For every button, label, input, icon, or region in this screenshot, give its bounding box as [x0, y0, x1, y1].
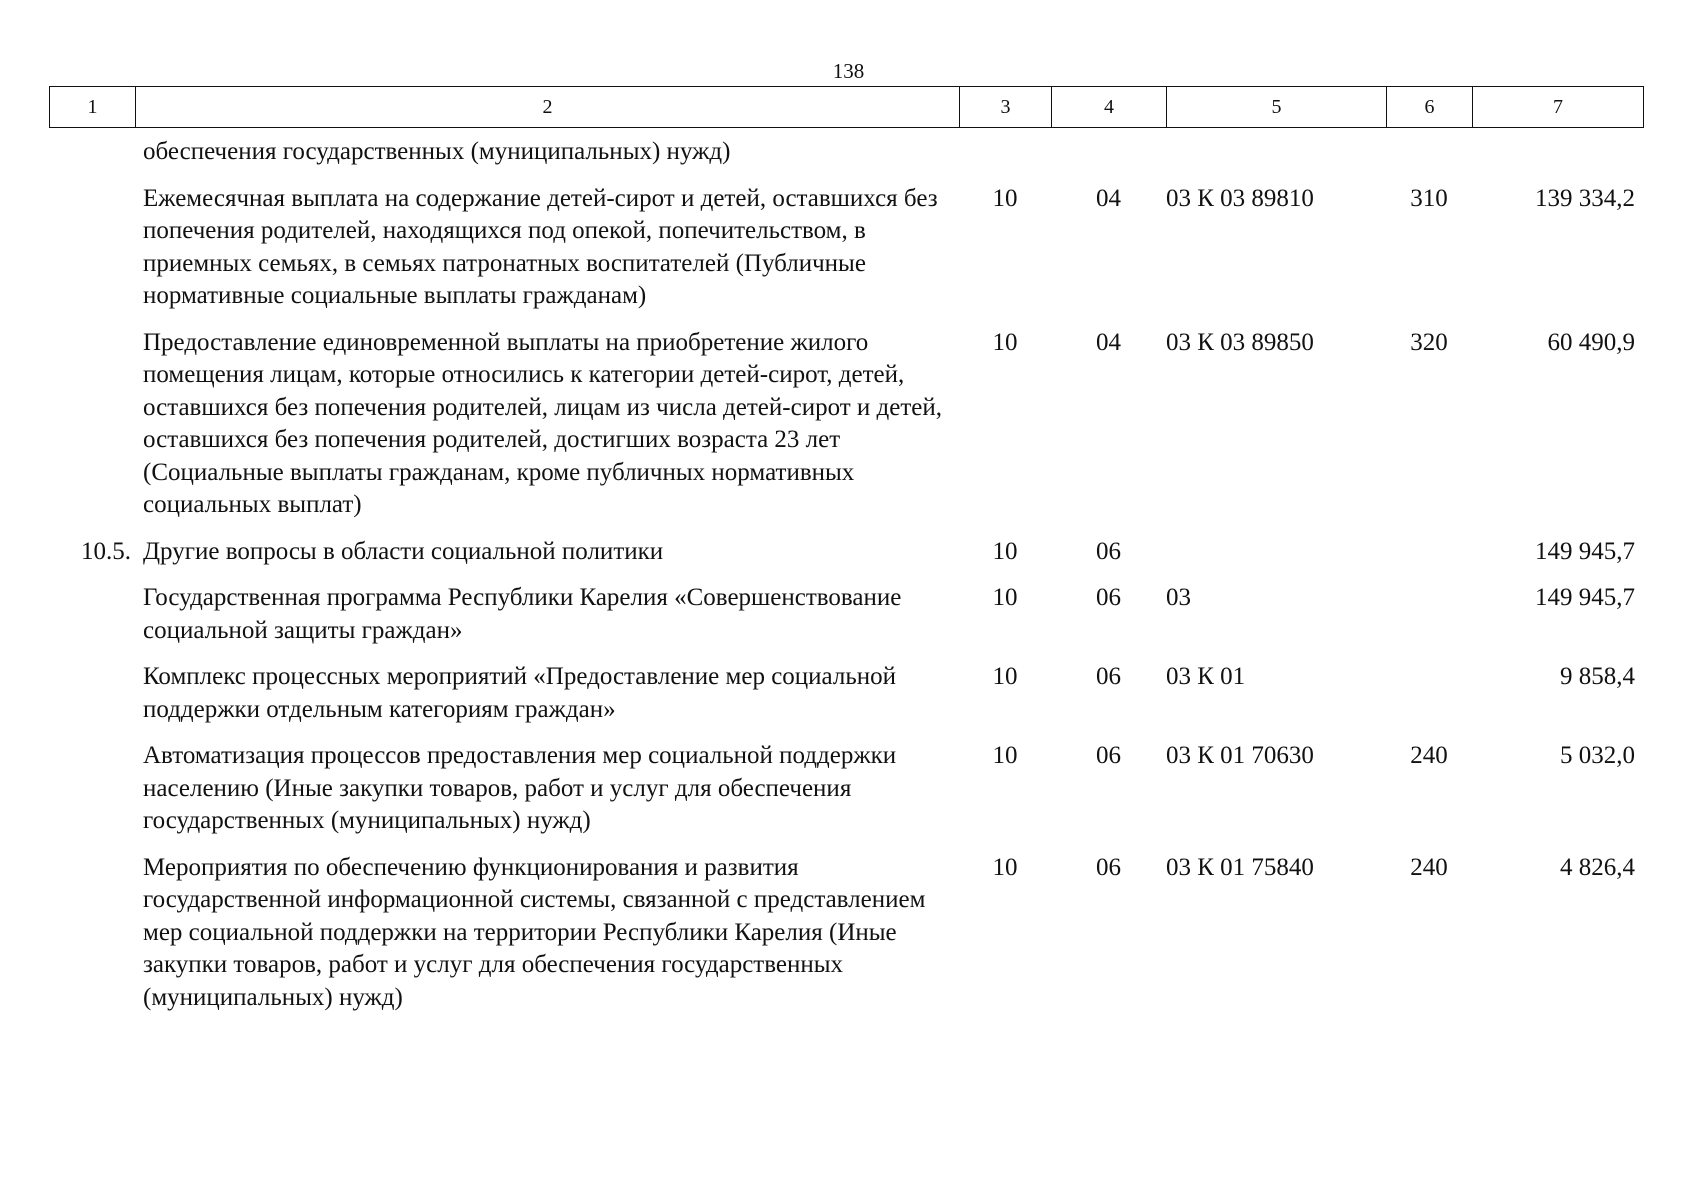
column-header-4: 4	[1052, 87, 1167, 128]
row-name: Мероприятия по обеспечению функционирования и развития государственной информационной системы, связанной с представлением мер социальной поддержки на территории Республики Карелия (Иные закупки товаров, работ и услуг для обеспечения государственных (муниципальных) нужд)	[143, 853, 926, 1011]
row-amount: 149 945,7	[1535, 584, 1635, 611]
page-number: 138	[832, 59, 865, 83]
column-header-3: 3	[960, 87, 1052, 128]
row-subsection: 04	[1096, 328, 1121, 356]
row-name: Государственная программа Республики Карелия «Совершенствование социальной защиты граждан»	[143, 584, 902, 644]
row-amount: 139 334,2	[1535, 184, 1635, 212]
column-header-row	[50, 87, 1644, 128]
row-subsection: 06	[1096, 742, 1121, 769]
row-target-code: 03 К 01 75840	[1166, 853, 1314, 881]
table-row	[49, 740, 1643, 852]
table-row	[49, 536, 1643, 583]
row-number	[49, 327, 135, 536]
row-target-code: 03 К 03 89810	[1166, 184, 1314, 212]
row-expense-type: 240	[1410, 742, 1448, 769]
row-subsection	[1051, 136, 1166, 183]
row-name: Ежемесячная выплата на содержание детей-сирот и детей, оставшихся без попечения родителей, находящихся под опекой, попечительством, в приемных семьях, в семьях патронатных воспитателей (Публичные нормативные социальные выплаты гражданам)	[143, 184, 938, 309]
table-row	[49, 582, 1643, 661]
table-row	[49, 136, 1643, 183]
row-subsection: 06	[1096, 663, 1121, 690]
row-name: Автоматизация процессов предоставления мер социальной поддержки населению (Иные закупки товаров, работ и услуг для обеспечения государственных (муниципальных) нужд)	[143, 742, 897, 834]
row-section: 10	[992, 328, 1018, 356]
row-section: 10	[992, 537, 1018, 565]
table-row	[49, 661, 1643, 740]
row-name: Другие вопросы в области социальной политики	[143, 537, 664, 565]
column-header-2: 2	[136, 87, 960, 128]
row-section: 10	[992, 184, 1018, 212]
row-section: 10	[992, 584, 1018, 611]
row-target-code: 03	[1166, 584, 1191, 611]
row-section: 10	[992, 742, 1018, 769]
row-target-code: 03 К 01 70630	[1166, 742, 1314, 769]
row-subsection: 04	[1096, 184, 1121, 212]
row-number	[49, 582, 135, 661]
row-section: 10	[992, 853, 1018, 881]
row-expense-type: 310	[1410, 184, 1448, 212]
row-subsection: 06	[1096, 584, 1121, 611]
row-target-code: 03 К 03 89850	[1166, 328, 1314, 356]
row-name: Предоставление единовременной выплаты на приобретение жилого помещения лицам, которые относились к категории детей-сирот, детей, оставшихся без попечения родителей, лицам из числа детей-сирот и детей, оставшихся без попечения родителей, достигших возраста 23 лет (Социальные выплаты гражданам, кроме публичных нормативных социальных выплат)	[143, 328, 943, 518]
row-section	[959, 136, 1051, 183]
column-header-table	[49, 86, 1644, 128]
row-name: Комплекс процессных мероприятий «Предоставление мер социальной поддержки отдельным категориям граждан»	[143, 663, 897, 723]
row-amount: 60 490,9	[1547, 328, 1635, 356]
row-number: 10.5.	[81, 537, 131, 565]
row-subsection: 06	[1096, 537, 1121, 565]
row-target-code	[1166, 136, 1386, 183]
row-number	[49, 661, 135, 740]
table-row	[49, 327, 1643, 536]
table-row	[49, 852, 1643, 1029]
row-amount: 4 826,4	[1560, 853, 1635, 881]
row-number	[49, 740, 135, 852]
row-expense-type	[1386, 582, 1472, 661]
row-amount: 5 032,0	[1560, 742, 1635, 769]
column-header-5: 5	[1167, 87, 1387, 128]
column-header-6: 6	[1387, 87, 1473, 128]
row-name: обеспечения государственных (муниципальных) нужд)	[143, 138, 731, 165]
row-amount: 9 858,4	[1560, 663, 1635, 690]
row-target-code: 03 К 01	[1166, 663, 1246, 690]
row-section: 10	[992, 663, 1018, 690]
row-number	[49, 852, 135, 1029]
table-row	[49, 183, 1643, 327]
row-number	[49, 183, 135, 327]
row-amount: 149 945,7	[1535, 537, 1635, 565]
row-target-code	[1166, 536, 1386, 583]
row-number	[49, 136, 135, 183]
row-expense-type	[1386, 536, 1472, 583]
row-expense-type	[1386, 136, 1472, 183]
budget-table	[49, 136, 1643, 1028]
column-header-7: 7	[1473, 87, 1644, 128]
row-expense-type	[1386, 661, 1472, 740]
row-subsection: 06	[1096, 853, 1121, 881]
row-expense-type: 320	[1410, 328, 1448, 356]
table-body	[49, 136, 1643, 1028]
row-amount	[1472, 136, 1643, 183]
column-header-1: 1	[50, 87, 136, 128]
row-expense-type: 240	[1410, 853, 1448, 881]
